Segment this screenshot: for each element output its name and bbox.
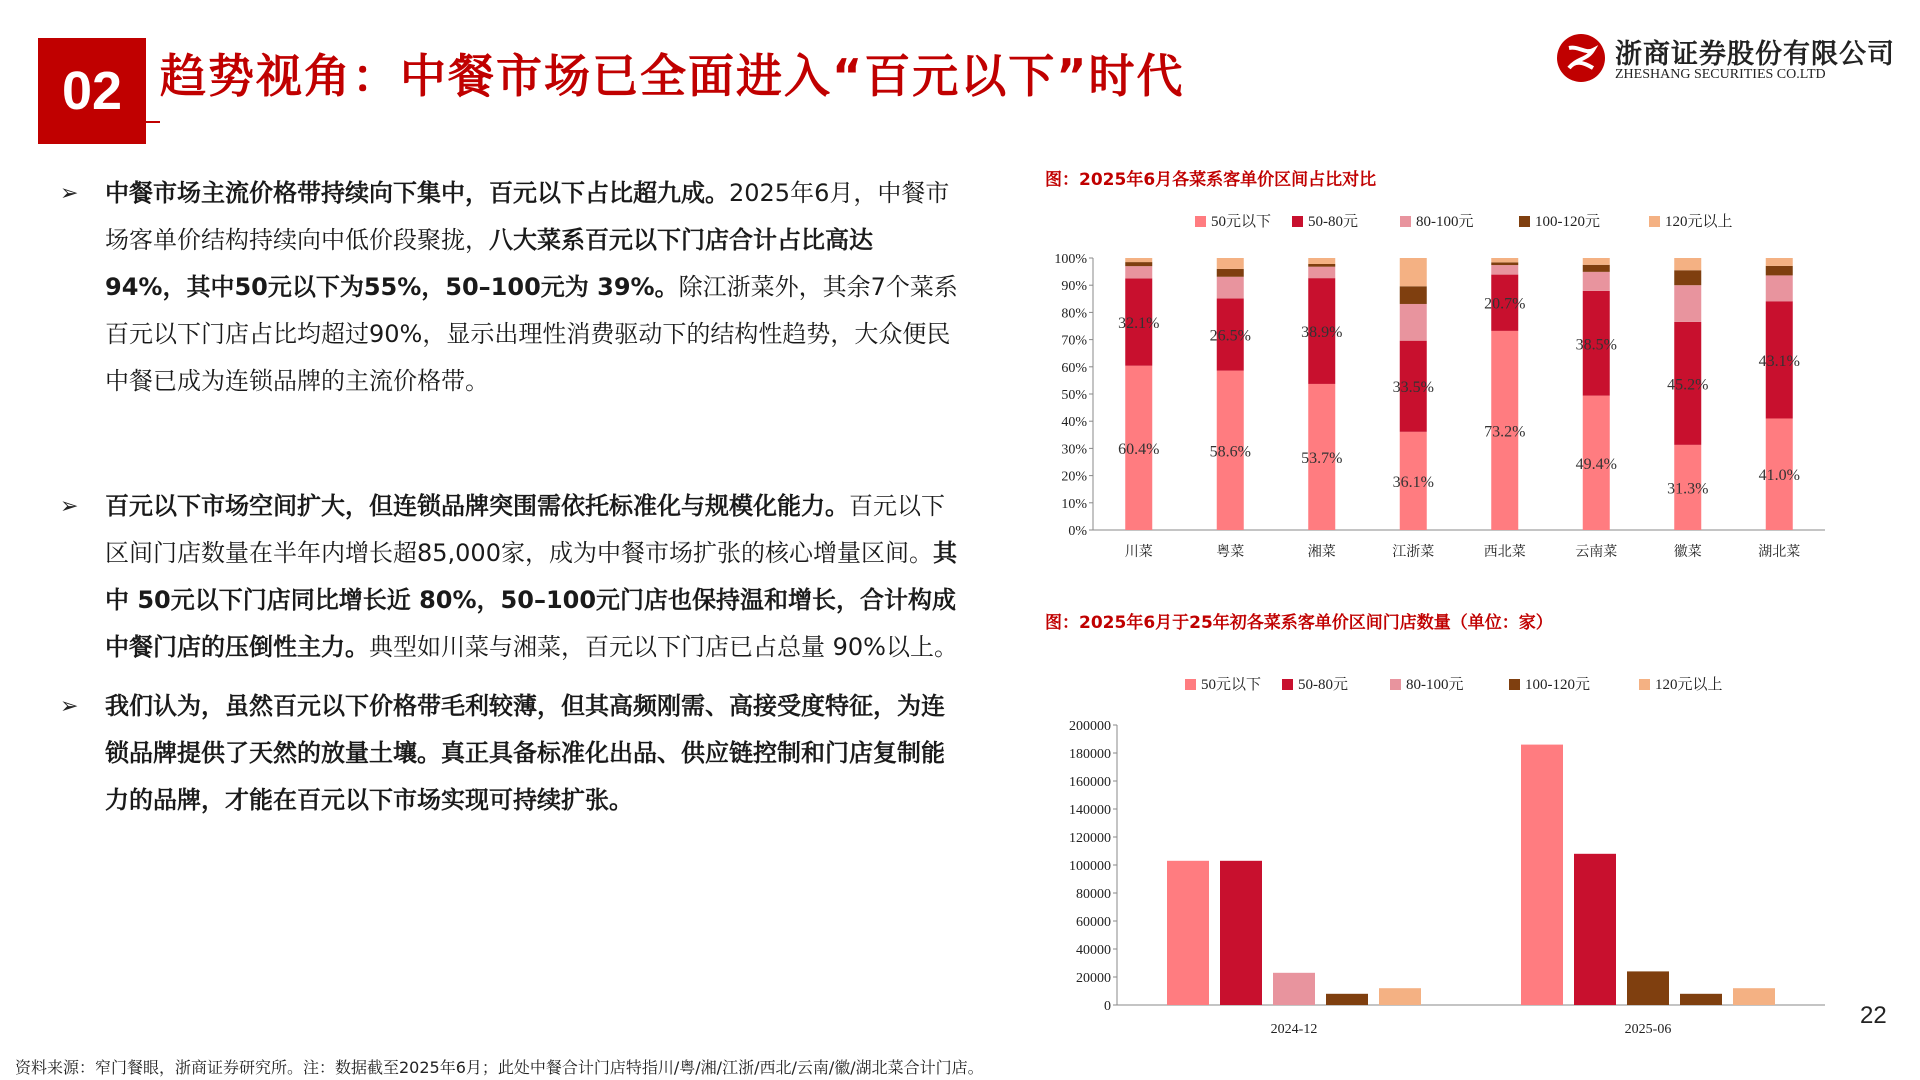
y-tick-label: 0% <box>1068 524 1087 539</box>
legend-swatch <box>1185 679 1196 690</box>
data-label: 45.2% <box>1667 376 1709 394</box>
bar <box>1379 988 1421 1005</box>
legend-swatch <box>1519 216 1530 227</box>
logo-mark-icon <box>1555 32 1607 84</box>
bar-segment <box>1583 272 1610 291</box>
grouped-bar-chart <box>1035 665 1835 1045</box>
stacked-bar-chart <box>1035 200 1835 570</box>
legend-swatch <box>1649 216 1660 227</box>
y-tick-label: 140000 <box>1069 803 1111 818</box>
y-tick-label: 160000 <box>1069 775 1111 790</box>
bar-segment <box>1308 258 1335 264</box>
x-tick-label: 湖北菜 <box>1758 545 1801 560</box>
arrow-bullet-icon: ➢ <box>60 181 79 206</box>
x-tick-label: 西北菜 <box>1483 545 1526 560</box>
y-tick-label: 20000 <box>1076 971 1111 986</box>
y-tick-label: 90% <box>1061 279 1087 295</box>
bar-segment <box>1766 258 1793 266</box>
logo-company-name: 浙商证券股份有限公司 <box>1615 39 1895 70</box>
x-tick-label: 湘菜 <box>1307 545 1336 560</box>
section-underline <box>146 121 160 123</box>
bar-segment <box>1491 265 1518 275</box>
bar <box>1733 988 1775 1005</box>
bar-segment <box>1674 258 1701 270</box>
x-tick-label: 2025-06 <box>1624 1022 1672 1037</box>
y-tick-label: 30% <box>1061 442 1087 458</box>
data-label: 33.5% <box>1392 379 1434 397</box>
page-number: 22 <box>1860 1002 1887 1029</box>
data-label: 38.5% <box>1575 336 1617 354</box>
bar <box>1220 861 1262 1005</box>
legend-label: 50元以下 <box>1201 677 1262 693</box>
legend-label: 50-80元 <box>1298 677 1348 693</box>
legend-label: 50-80元 <box>1308 214 1358 230</box>
bar-segment <box>1674 285 1701 322</box>
x-tick-label: 2024-12 <box>1270 1022 1318 1037</box>
x-tick-label: 江浙菜 <box>1392 545 1435 560</box>
y-tick-label: 80000 <box>1076 887 1111 902</box>
bullet-text: 百元以下市场空间扩大，但连锁品牌突围需依托标准化与规模化能力。百元以下区间门店数量在半年内增长超85,000家，成为中餐市场扩张的核心增量区间。其中 50元以下门店同比增长近 80%，50–100元门店也保持温和增长，合计构成中餐门店的压倒性主力。典型如川菜与湘菜，百元以下门店已占总量 90%以上。 <box>105 492 958 661</box>
legend-swatch <box>1509 679 1520 690</box>
bar-segment <box>1400 304 1427 341</box>
bar-segment <box>1217 269 1244 277</box>
x-tick-label: 川菜 <box>1124 545 1153 560</box>
chart2-title: 图：2025年6月于25年初各菜系客单价区间门店数量（单位：家） <box>1045 613 1553 633</box>
bar-segment <box>1491 262 1518 265</box>
data-label: 26.5% <box>1209 327 1251 345</box>
bar-segment <box>1125 258 1152 262</box>
bar-segment <box>1766 266 1793 276</box>
y-tick-label: 80% <box>1061 306 1087 322</box>
bullet-item <box>60 683 960 824</box>
bar-segment <box>1125 266 1152 278</box>
data-label: 60.4% <box>1118 440 1160 458</box>
data-label: 41.0% <box>1758 467 1800 485</box>
x-tick-label: 云南菜 <box>1575 545 1618 560</box>
y-tick-label: 70% <box>1061 333 1087 349</box>
data-label: 43.1% <box>1758 352 1800 370</box>
bar <box>1574 854 1616 1005</box>
legend-swatch <box>1639 679 1650 690</box>
legend-swatch <box>1195 216 1206 227</box>
y-tick-label: 60000 <box>1076 915 1111 930</box>
legend-swatch <box>1292 216 1303 227</box>
legend-label: 80-100元 <box>1406 677 1464 693</box>
bullet-list <box>60 170 960 824</box>
y-tick-label: 40000 <box>1076 943 1111 958</box>
company-logo <box>1555 30 1895 90</box>
legend-label: 120元以上 <box>1655 677 1723 693</box>
bar-segment <box>1766 275 1793 301</box>
y-tick-label: 200000 <box>1069 719 1111 734</box>
y-tick-label: 50% <box>1061 388 1087 403</box>
chart1-title: 图：2025年6月各菜系客单价区间占比对比 <box>1045 170 1377 190</box>
data-label: 38.9% <box>1301 324 1343 342</box>
y-tick-label: 100% <box>1054 252 1087 267</box>
bar <box>1627 971 1669 1005</box>
bar <box>1273 973 1315 1005</box>
y-tick-label: 100000 <box>1069 859 1111 874</box>
bar-segment <box>1217 277 1244 299</box>
data-label: 20.7% <box>1484 295 1526 313</box>
bar-segment <box>1308 267 1335 278</box>
data-label: 49.4% <box>1575 455 1617 473</box>
bar-segment <box>1583 258 1610 265</box>
legend-label: 50元以下 <box>1211 214 1272 230</box>
bar <box>1521 745 1563 1005</box>
data-label: 73.2% <box>1484 423 1526 441</box>
data-label: 36.1% <box>1392 473 1434 491</box>
legend-swatch <box>1390 679 1401 690</box>
bar <box>1167 861 1209 1005</box>
bar <box>1326 994 1368 1005</box>
bar-segment <box>1674 270 1701 285</box>
data-label: 32.1% <box>1118 315 1160 333</box>
arrow-bullet-icon: ➢ <box>60 694 79 719</box>
y-tick-label: 60% <box>1061 360 1087 376</box>
bullet-item <box>60 170 960 405</box>
bar-segment <box>1125 262 1152 266</box>
legend-swatch <box>1400 216 1411 227</box>
bullet-text: 我们认为，虽然百元以下价格带毛利较薄，但其高频刚需、高接受度特征，为连锁品牌提供了天然的放量土壤。真正具备标准化出品、供应链控制和门店复制能力的品牌，才能在百元以下市场实现可持续扩张。 <box>105 692 945 814</box>
y-tick-label: 10% <box>1061 496 1087 512</box>
logo-company-english: ZHESHANG SECURITIES CO.LTD <box>1615 67 1826 82</box>
legend-label: 100-120元 <box>1535 214 1600 230</box>
bar-segment <box>1217 258 1244 269</box>
bar <box>1680 994 1722 1005</box>
x-tick-label: 粤菜 <box>1216 545 1245 560</box>
bullet-item <box>60 483 960 671</box>
y-tick-label: 120000 <box>1069 831 1111 846</box>
page-title: 趋势视角：中餐市场已全面进入“百元以下”时代 <box>160 49 1185 103</box>
bar-segment <box>1491 258 1518 262</box>
x-tick-label: 徽菜 <box>1673 545 1702 560</box>
data-label: 31.3% <box>1667 480 1709 498</box>
data-label: 53.7% <box>1301 449 1343 467</box>
data-label: 58.6% <box>1209 443 1251 461</box>
legend-swatch <box>1282 679 1293 690</box>
legend-label: 120元以上 <box>1665 214 1733 230</box>
arrow-bullet-icon: ➢ <box>60 494 79 519</box>
y-tick-label: 40% <box>1061 415 1087 431</box>
bullet-text: 中餐市场主流价格带持续向下集中，百元以下占比超九成。2025年6月，中餐市场客单价结构持续向中低价段聚拢，八大菜系百元以下门店合计占比高达 94%，其中50元以下为55%，50–100元为 39%。除江浙菜外，其余7个菜系百元以下门店占比均超过90%，显示出理性消费驱动下的结构性趋势，大众便民中餐已成为连锁品牌的主流价格带。 <box>105 179 958 395</box>
bar-segment <box>1400 258 1427 286</box>
source-note: 资料来源：窄门餐眼，浙商证券研究所。注：数据截至2025年6月；此处中餐合计门店特指川/粤/湘/江浙/西北/云南/徽/湖北菜合计门店。 <box>15 1058 984 1077</box>
legend-label: 80-100元 <box>1416 214 1474 230</box>
bar-segment <box>1400 286 1427 304</box>
bar-segment <box>1583 265 1610 272</box>
y-tick-label: 0 <box>1104 999 1111 1014</box>
y-tick-label: 180000 <box>1069 747 1111 762</box>
legend-label: 100-120元 <box>1525 677 1590 693</box>
y-tick-label: 20% <box>1061 469 1087 485</box>
section-number: 02 <box>38 38 146 144</box>
bar-segment <box>1308 264 1335 267</box>
